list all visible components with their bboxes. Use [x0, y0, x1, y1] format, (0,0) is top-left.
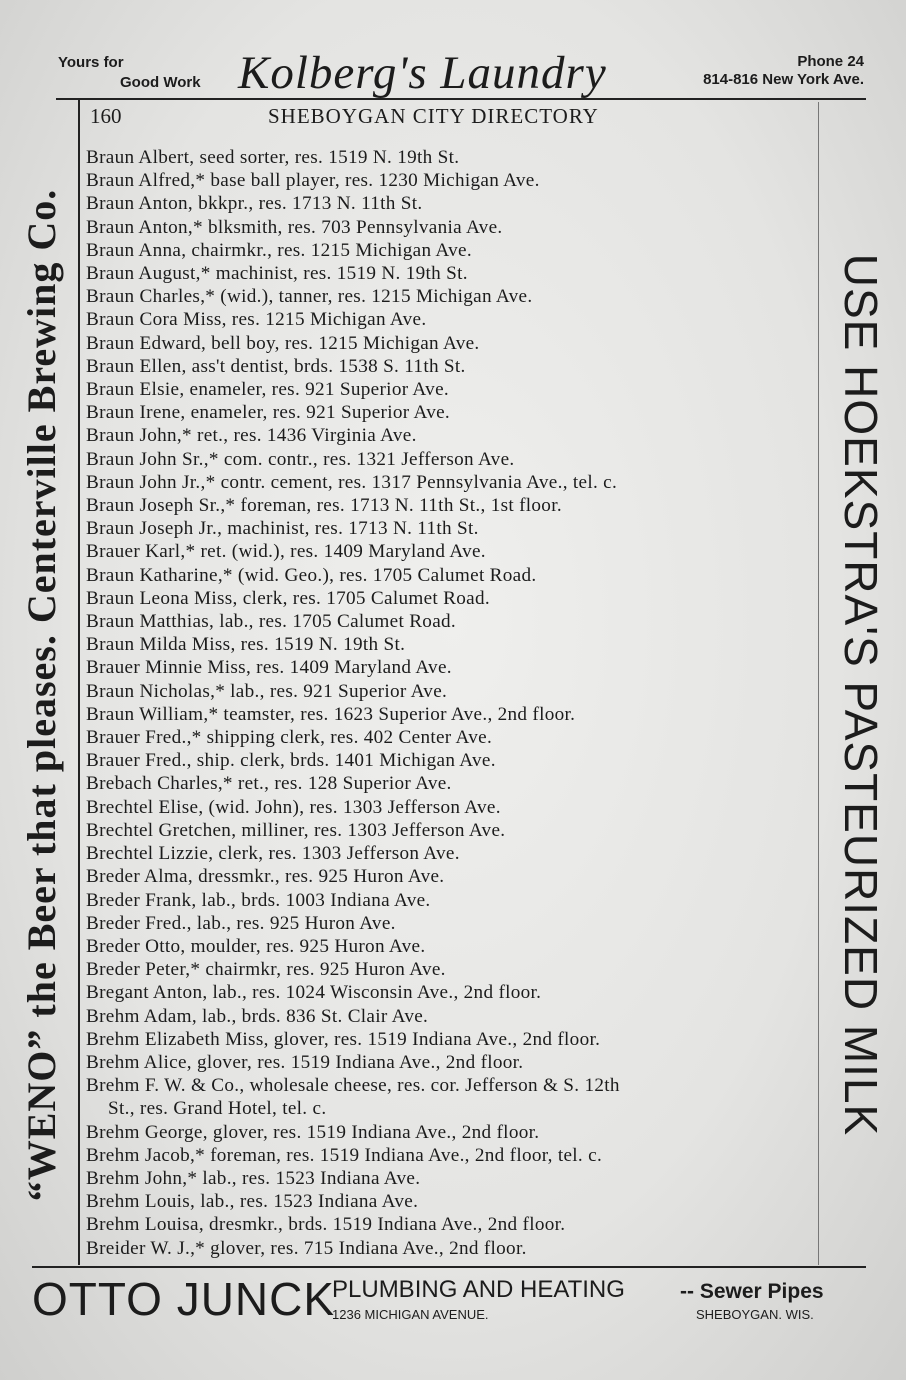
directory-entry: Breder Alma, dressmkr., res. 925 Huron Ave.	[86, 866, 445, 888]
directory-entry: Braun Milda Miss, res. 1519 N. 19th St.	[86, 634, 406, 656]
bottom-rule	[32, 1266, 866, 1268]
directory-entry: Brauer Fred., ship. clerk, brds. 1401 Michigan Ave.	[86, 750, 496, 772]
yours-for-text: Yours for	[58, 54, 124, 71]
side-ad-left	[8, 120, 76, 1270]
phone-text: Phone 24	[797, 53, 864, 70]
directory-entry: Braun Leona Miss, clerk, res. 1705 Calumet Road.	[86, 587, 490, 609]
bottom-address-text: 1236 MICHIGAN AVENUE.	[332, 1307, 489, 1322]
otto-junck-name: OTTO JUNCK	[32, 1273, 336, 1325]
directory-entry: Braun Joseph Sr.,* foreman, res. 1713 N. 11th St., 1st floor.	[86, 495, 562, 517]
directory-entry: Braun Joseph Jr., machinist, res. 1713 N. 11th St.	[86, 518, 479, 540]
directory-entry: St., res. Grand Hotel, tel. c.	[108, 1098, 327, 1120]
directory-entry: Brechtel Elise, (wid. John), res. 1303 Jefferson Ave.	[86, 796, 501, 818]
directory-entry: Bregant Anton, lab., res. 1024 Wisconsin Ave., 2nd floor.	[86, 982, 542, 1004]
side-ad-right-text: USE HOEKSTRA'S PASTEURIZED MILK	[835, 253, 887, 1137]
top-rule	[56, 98, 866, 100]
directory-entry: Braun Alfred,* base ball player, res. 1230 Michigan Ave.	[86, 170, 540, 192]
page-number: 160	[90, 104, 122, 128]
directory-entry: Brauer Minnie Miss, res. 1409 Maryland Ave.	[86, 657, 452, 679]
directory-entry: Brehm Louisa, dresmkr., brds. 1519 Indiana Ave., 2nd floor.	[86, 1214, 566, 1236]
directory-entry: Braun Anton, bkkpr., res. 1713 N. 11th St.	[86, 193, 423, 215]
directory-entry: Brehm Elizabeth Miss, glover, res. 1519 Indiana Ave., 2nd floor.	[86, 1028, 601, 1050]
directory-entry: Braun John Jr.,* contr. cement, res. 1317 Pennsylvania Ave., tel. c.	[86, 471, 618, 493]
directory-entry: Braun John,* ret., res. 1436 Virginia Ave.	[86, 425, 417, 447]
banner-top-tagline	[58, 54, 238, 94]
directory-entry: Braun Elsie, enameler, res. 921 Superior Ave.	[86, 379, 449, 401]
directory-entry: Brehm George, glover, res. 1519 Indiana Ave., 2nd floor.	[86, 1121, 540, 1143]
side-ad-right	[826, 120, 896, 1270]
directory-entry: Brechtel Lizzie, clerk, res. 1303 Jefferson Ave.	[86, 843, 460, 865]
directory-entry: Breder Otto, moulder, res. 925 Huron Ave.	[86, 935, 426, 957]
directory-entry: Brauer Fred.,* shipping clerk, res. 402 Center Ave.	[86, 727, 493, 749]
directory-entry: Braun William,* teamster, res. 1623 Superior Ave., 2nd floor.	[86, 703, 576, 725]
directory-entry: Brehm F. W. & Co., wholesale cheese, res. cor. Jefferson & S. 12th	[86, 1075, 620, 1097]
directory-entry: Breder Fred., lab., res. 925 Huron Ave.	[86, 912, 396, 934]
directory-entry: Breder Frank, lab., brds. 1003 Indiana Ave.	[86, 889, 431, 911]
directory-entry: Brehm Alice, glover, res. 1519 Indiana Ave., 2nd floor.	[86, 1051, 524, 1073]
directory-entry: Braun Irene, enameler, res. 921 Superior Ave.	[86, 402, 451, 424]
directory-entry: Braun John Sr.,* com. contr., res. 1321 Jefferson Ave.	[86, 448, 515, 470]
sewer-pipes-text: -- Sewer Pipes	[680, 1280, 824, 1303]
directory-entry: Brebach Charles,* ret., res. 128 Superior Ave.	[86, 773, 452, 795]
directory-entry: Brehm Louis, lab., res. 1523 Indiana Ave.	[86, 1191, 419, 1213]
directory-entry: Braun Charles,* (wid.), tanner, res. 1215 Michigan Ave.	[86, 286, 533, 308]
directory-entry: Braun Matthias, lab., res. 1705 Calumet Road.	[86, 611, 457, 633]
directory-entry: Braun Edward, bell boy, res. 1215 Michigan Ave.	[86, 332, 480, 354]
directory-entry: Braun Ellen, ass't dentist, brds. 1538 S. 11th St.	[86, 355, 466, 377]
right-column-rule	[818, 102, 819, 1265]
directory-entry: Brehm Jacob,* foreman, res. 1519 Indiana Ave., 2nd floor, tel. c.	[86, 1144, 603, 1166]
kolberg-laundry-title: Kolberg's Laundry	[238, 47, 607, 99]
directory-entry: Brehm Adam, lab., brds. 836 St. Clair Ave.	[86, 1005, 429, 1027]
directory-entry: Braun Anna, chairmkr., res. 1215 Michigan Ave.	[86, 239, 472, 261]
directory-entry: Braun August,* machinist, res. 1519 N. 19th St.	[86, 263, 468, 285]
directory-entry: Braun Anton,* blksmith, res. 703 Pennsylvania Ave.	[86, 216, 503, 238]
bottom-city-text: SHEBOYGAN. WIS.	[696, 1307, 814, 1322]
good-work-text: Good Work	[120, 74, 201, 91]
directory-entry: Brauer Karl,* ret. (wid.), res. 1409 Maryland Ave.	[86, 541, 486, 563]
directory-entry: Breider W. J.,* glover, res. 715 Indiana Ave., 2nd floor.	[86, 1237, 527, 1259]
directory-entry: Breder Peter,* chairmkr, res. 925 Huron Ave.	[86, 959, 446, 981]
banner-address-text: 814-816 New York Ave.	[703, 71, 864, 88]
side-ad-left-text: “WENO” the Beer that pleases. Centerville Brewing Co.	[19, 188, 64, 1202]
banner-top-contact	[703, 53, 864, 89]
directory-entry: Braun Katharine,* (wid. Geo.), res. 1705 Calumet Road.	[86, 564, 537, 586]
directory-entry: Brehm John,* lab., res. 1523 Indiana Ave.	[86, 1167, 421, 1189]
directory-entry: Brechtel Gretchen, milliner, res. 1303 Jefferson Ave.	[86, 819, 506, 841]
left-column-rule	[78, 100, 80, 1265]
directory-entry: Braun Cora Miss, res. 1215 Michigan Ave.	[86, 309, 427, 331]
directory-entries	[86, 146, 816, 1260]
directory-entry: Braun Nicholas,* lab., res. 921 Superior Ave.	[86, 680, 448, 702]
directory-title: SHEBOYGAN CITY DIRECTORY	[268, 104, 599, 128]
directory-entry: Braun Albert, seed sorter, res. 1519 N. 19th St.	[86, 147, 460, 168]
plumbing-heating-text: PLUMBING AND HEATING	[332, 1276, 625, 1303]
